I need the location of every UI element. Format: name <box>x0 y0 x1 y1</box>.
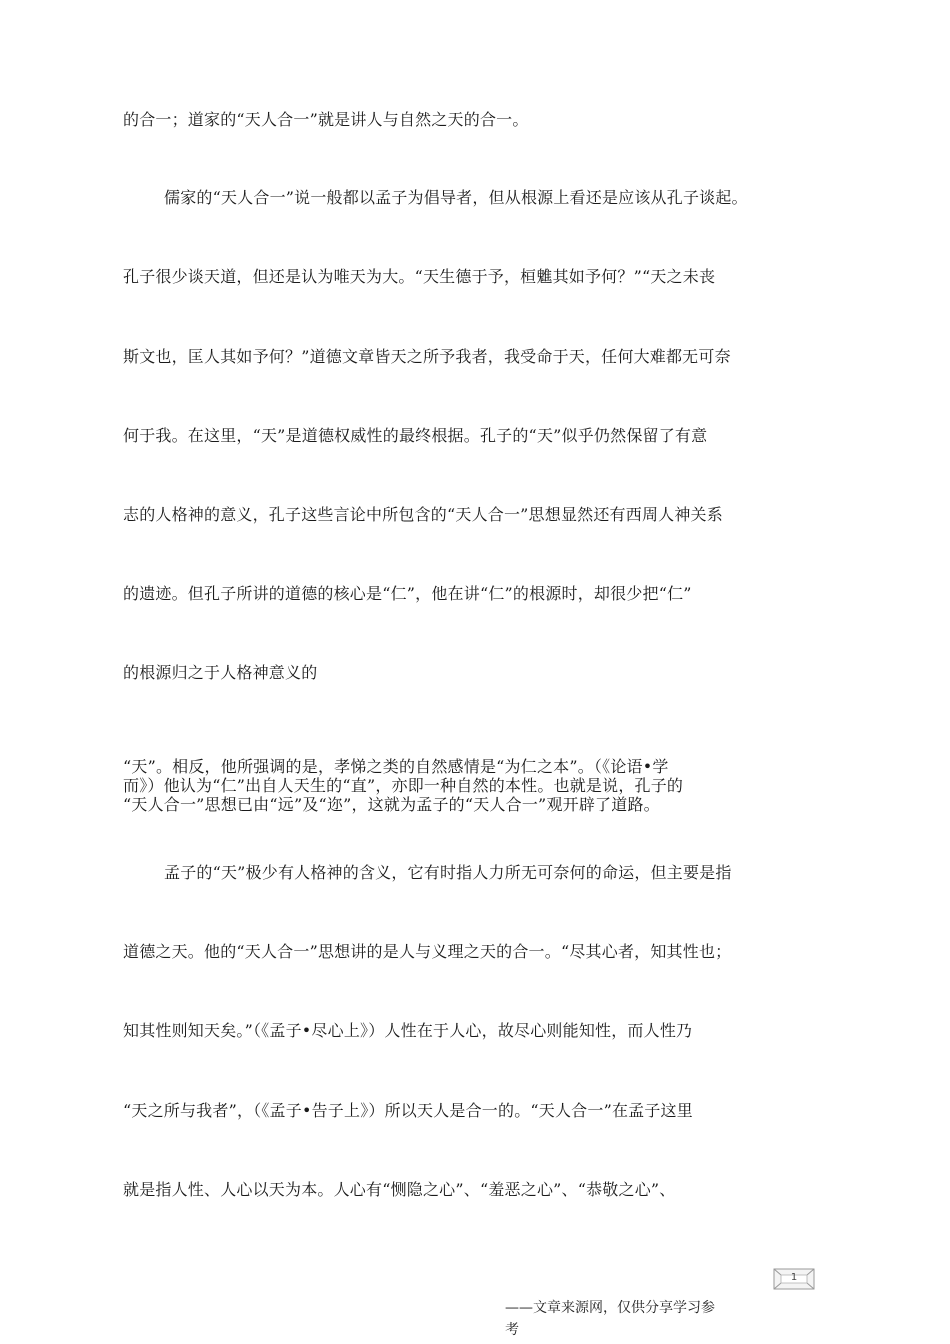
text-line: 斯文也，匡人其如予何？”道德文章皆天之所予我者，我受命于天，任何大难都无可奈 <box>123 347 731 366</box>
text-line: 孔子很少谈天道，但还是认为唯天为大。“天生德于予，桓魋其如予何？”“天之未丧 <box>123 267 716 286</box>
text-line: “天人合一”思想已由“远”及“迩”，这就为孟子的“天人合一”观开辟了道路。 <box>123 795 660 814</box>
text-line: 孟子的“天”极少有人格神的含义，它有时指人力所无可奈何的命运，但主要是指 <box>164 863 732 882</box>
footer-note <box>505 1297 745 1341</box>
text-line: 知其性则知天矣。”（《孟子•尽心上》）人性在于人心，故尽心则能知性，而人性乃 <box>123 1021 693 1040</box>
text-line: “天之所与我者”，（《孟子•告子上》）所以天人是合一的。“天人合一”在孟子这里 <box>123 1101 693 1120</box>
text-line: 的根源归之于人格神意义的 <box>123 663 318 682</box>
text-line: 志的人格神的意义，孔子这些言论中所包含的“天人合一”思想显然还有西周人神关系 <box>123 505 723 524</box>
footer-line: ——文章来源网，仅供分享学习参 <box>505 1300 715 1316</box>
text-line: “天”。相反，他所强调的是，孝悌之类的自然感情是“为仁之本”。（《论语•学 <box>123 757 669 776</box>
page-number: 1 <box>790 1272 798 1283</box>
text-line: 的遗迹。但孔子所讲的道德的核心是“仁”，他在讲“仁”的根源时，却很少把“仁” <box>123 584 692 603</box>
text-line: 而》）他认为“仁”出自人天生的“直”，亦即一种自然的本性。也就是说，孔子的 <box>123 776 684 795</box>
text-line: 儒家的“天人合一”说一般都以孟子为倡导者，但从根源上看还是应该从孔子谈起。 <box>164 188 748 207</box>
text-line: 就是指人性、人心以天为本。人心有“恻隐之心”、“羞恶之心”、“恭敬之心”、 <box>123 1180 676 1199</box>
footer-line: 考 <box>505 1322 519 1338</box>
text-line: 何于我。在这里，“天”是道德权威性的最终根据。孔子的“天”似乎仍然保留了有意 <box>123 426 708 445</box>
dense-paragraph <box>123 757 823 814</box>
page-number-badge <box>771 1265 817 1293</box>
text-line: 道德之天。他的“天人合一”思想讲的是人与义理之天的合一。“尽其心者，知其性也； <box>123 942 732 961</box>
text-line: 的合一；道家的“天人合一”就是讲人与自然之天的合一。 <box>123 110 529 129</box>
